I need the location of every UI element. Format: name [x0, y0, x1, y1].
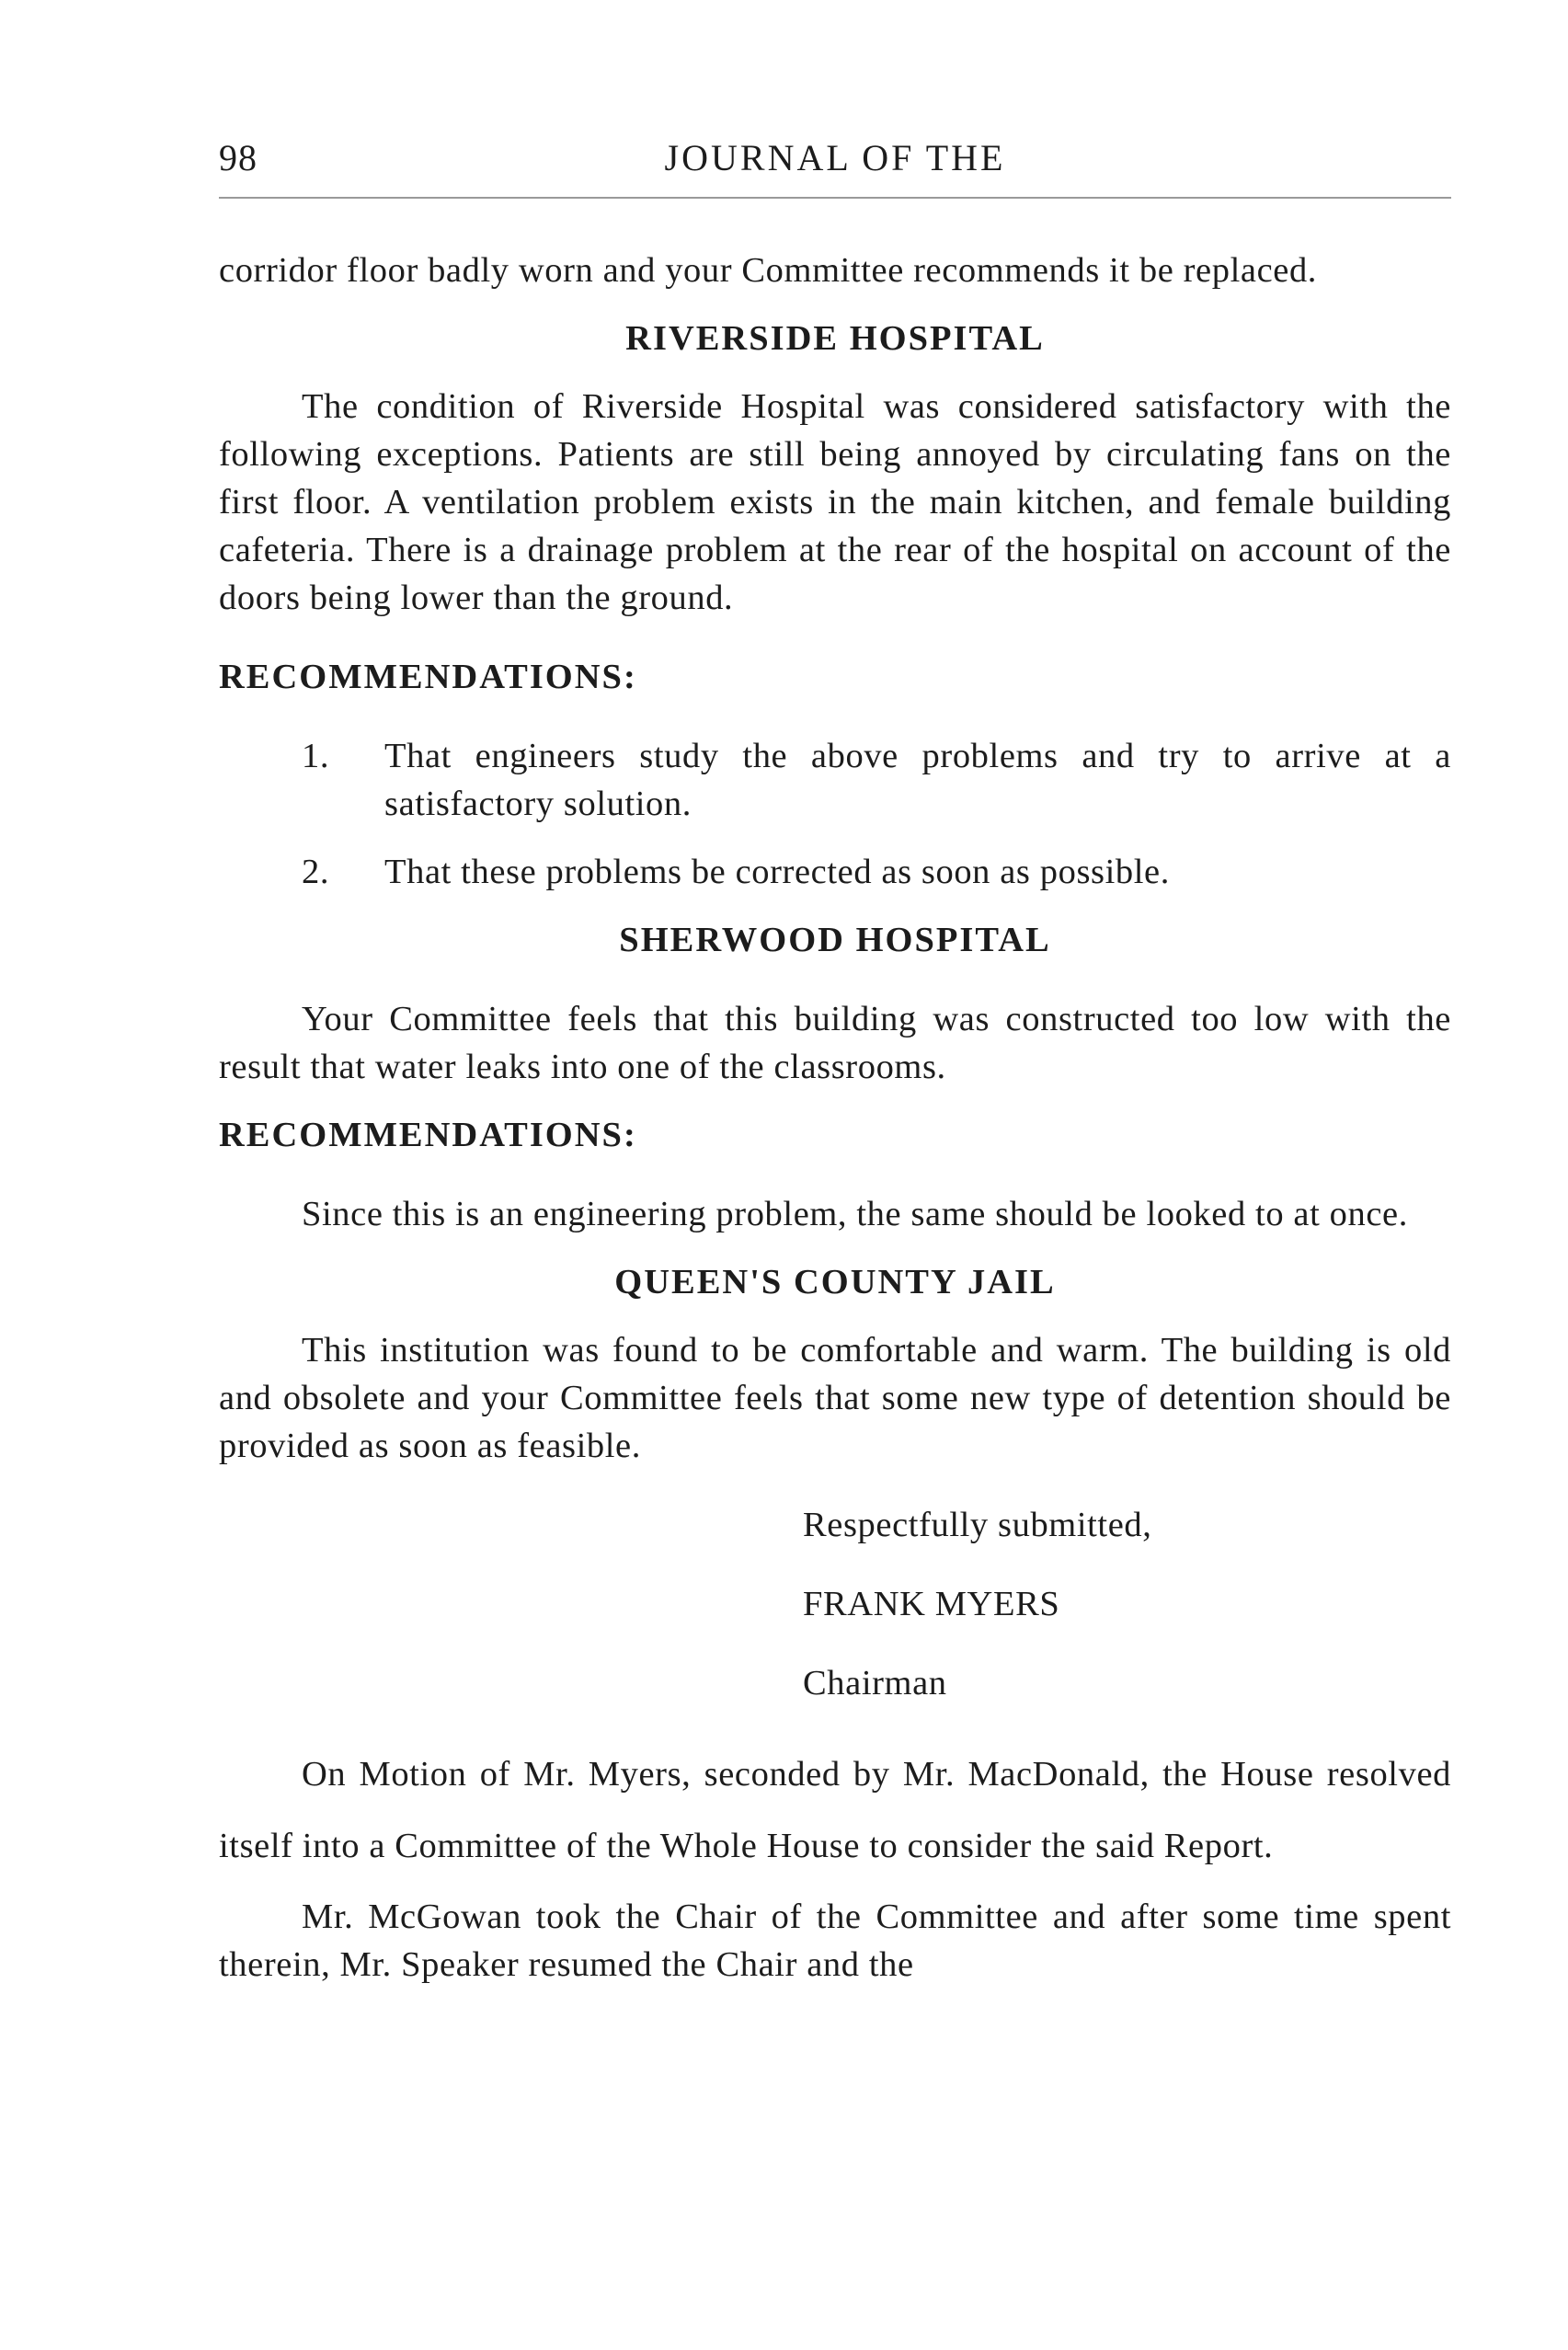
item-number: 1.	[302, 737, 330, 775]
section-heading-sherwood: SHERWOOD HOSPITAL	[619, 921, 1051, 959]
item-text: That engineers study the above problems and try to arrive at a satisfactory solution.	[384, 737, 1451, 823]
final-paragraph: Mr. McGowan took the Chair of the Committee and after some time spent therein, Mr. Speaker resumed the Chair and the	[219, 1897, 1451, 1984]
signature-closing: Respectfully submitted,	[803, 1506, 1152, 1544]
header-rule	[219, 197, 1451, 199]
section-heading-riverside: RIVERSIDE HOSPITAL	[625, 319, 1045, 358]
signature-name: FRANK MYERS	[803, 1585, 1060, 1623]
sherwood-paragraph: Your Committee feels that this building was constructed too low with the result that water leaks into one of the classrooms.	[219, 1000, 1451, 1086]
section-heading-queens-jail: QUEEN'S COUNTY JAIL	[614, 1263, 1056, 1301]
recommendations-heading: RECOMMENDATIONS:	[219, 1116, 637, 1154]
continued-paragraph: corridor floor badly worn and your Committee recommends it be replaced.	[219, 251, 1318, 290]
page-body	[219, 246, 1451, 1989]
recommendations-heading: RECOMMENDATIONS:	[219, 658, 637, 696]
recommendation-item	[219, 848, 1451, 896]
page-number: 98	[219, 137, 258, 178]
queens-jail-paragraph: This institution was found to be comfortable and warm. The building is old and obsolete and your Committee feels that some new type of detention should be provided as soon as feasible.	[219, 1331, 1451, 1465]
item-number: 2.	[302, 853, 330, 891]
riverside-paragraph: The condition of Riverside Hospital was considered satisfactory with the following exceptions. Patients are still being annoyed by circulating fans on the first floor. A ventilation problem exists in the main kitchen, and female building cafeteria. There is a drainage problem at the rear of the hospital on account of the doors being lower than the ground.	[219, 387, 1451, 617]
recommendation-item	[219, 732, 1451, 828]
running-title: JOURNAL OF THE	[664, 137, 1006, 178]
signature-title: Chairman	[803, 1664, 947, 1702]
item-text: That these problems be corrected as soon as possible.	[384, 853, 1170, 891]
page-header	[219, 136, 1451, 191]
sherwood-recommendation: Since this is an engineering problem, the same should be looked to at once.	[302, 1195, 1408, 1233]
motion-paragraph: On Motion of Mr. Myers, seconded by Mr. MacDonald, the House resolved itself into a Committee of the Whole House to consider the said Report.	[219, 1755, 1451, 1865]
